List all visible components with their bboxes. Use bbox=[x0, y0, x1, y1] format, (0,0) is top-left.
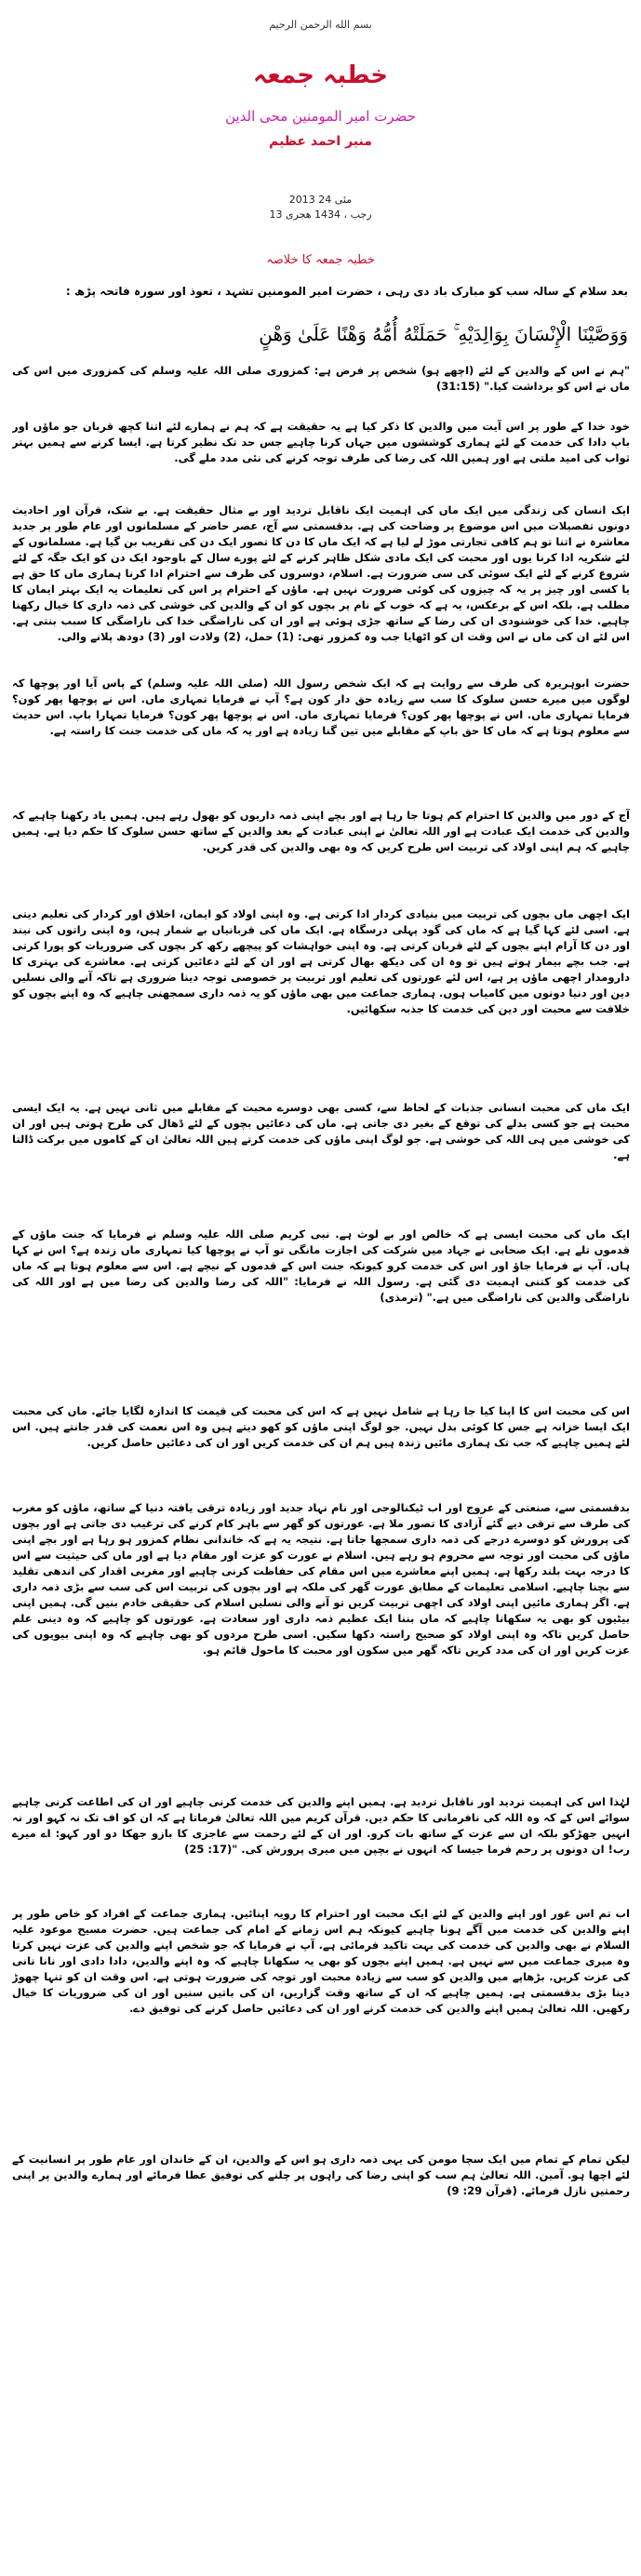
paragraph: لہٰذا اس کی اہمیت تردید اور ناقابل تردید ہے. ہمیں اپنے والدین کی خدمت کرنی چاہیے اور ان کی اطاعت کرنی چاہیے سوائے اس کے کہ وہ اللہ کی نافرمانی کا حکم دیں. قرآن کریم میں اللہ تعالیٰ فرماتا ہے کہ ان کو اف تک نہ کہو اور نہ انہیں جھڑکو بلکہ ان سے عزت کے ساتھ بات کرو. اور ان کے لئے رحمت سے عاجزی کا بازو جھکا دو اور کہو: اے میرے رب! ان دونوں پر رحم فرما جیسا کہ انہوں نے بچپن میں میری پرورش کی. "(17: 25) bbox=[12, 1795, 630, 1856]
summary-heading: خطبہ جمعہ کا خلاصہ bbox=[266, 253, 375, 267]
quran-verse: وَوَصَّيْنَا الْإِنْسَانَ بِوَالِدَيْهِ ۚ حَمَلَتْهُ أُمُّهُ وَهْنًا عَلَىٰ وَهْنٍ bbox=[259, 323, 628, 345]
date-hijri: 13 رجب ، 1434 ھجری bbox=[269, 208, 372, 221]
page-title: خطبہ جمعہ bbox=[252, 61, 389, 89]
paragraph: "ہم نے اس کے والدین کے لئے (اچھے ہو) شخص پر فرض ہے: کمزوری صلی اللہ علیہ وسلم کی کمزوری میں اس کی ماں نے اس کو برداشت کیا." (31:15) bbox=[12, 364, 630, 393]
date-gregorian: 2013 مئی 24 bbox=[288, 194, 353, 206]
paragraph: ایک انسان کی زندگی میں ایک ماں کی اہمیت ایک ناقابل تردید اور بے مثال حقیقت ہے. بے شک، قرآن اور احادیث دونوں تفصیلات میں اس موضوع پر وضاحت کی ہے. بدقسمتی سے آج، عصر حاضر کے مسلمانوں اور عام طور پر جدید معاشرہ نے اتنا تو ہم کافی تجارتی موڑ لے لیا ہے کہ ایک ماں کا دن کا تصور ایک دن کی تقریب بن گیا ہے. مسلمانوں کے لئے شکریہ ادا کرنا یوں اور محبت کی ایک مادی شکل ظاہر کرنے کے لئے پورے سال کے باوجود ایک دن کو ایک جگہ کے لئے شروع کرنے کے لئے ایک سوئی کی سی ضرورت ہے. اسلام، دوسروں کی طرف سے احترام ادا کرنا ہماری ماں کا حق ہے یا کسی اور چیز پر یہ کہ چیزوں کی کوئی ضرورت نہیں ہے. ماؤں کے احترام پر اس کی تعلیمات یہ ایک بہتر ایمان کا مطلب ہے. بلکہ اس کے برعکس، یہ ہے کہ خوب کے نام پر بچوں کو ان کے والدین کی خوشی کی ذمہ داری کا خیال رکھنا چاہیے. خدا کی خوشنودی ان کی رضا کے ساتھ جڑی ہوئی ہے اور ان کی ناراضگی خدا کی ناراضگی کا سبب بنتی ہے. اس لئے ان کی ماں نے اس وقت ان کو اٹھایا جب وہ کمزور تھی: (1) حمل، (2) ولادت اور (3) دودھ پلانے والی. bbox=[12, 503, 630, 643]
paragraph: خود خدا کے طور پر اس آیت میں والدین کا ذکر کیا ہے یہ حقیقت ہے کہ ہم نے ہمارے لئے اتنا کچھ قربان جو ماؤں اور باپ دادا کی خدمت کے لئے ہماری کوششوں میں جہاں کرنا چاہیے جس حد تک نظیر کرتا ہے. ایسا کرنے سے ہمیں بہتر ثواب کی امید ملتی ہے اور ہمیں اللہ کی رضا کی طرف توجہ کرنے کی نئی مدد ملے گی. bbox=[12, 420, 630, 464]
paragraph: اس کی محبت اس کا اپنا کیا جا رہا ہے شامل نہیں ہے کہ اس کی محبت کی قیمت کا اندازہ لگایا جائے. ماں کی محبت ایک ایسا خزانہ ہے جس کا کوئی بدل نہیں. جو لوگ اپنی ماؤں کو کھو دیتے ہیں وہ اس نعمت کی قدر جانتے ہیں. اس لئے ہمیں چاہیے کہ جب تک ہماری مائیں زندہ ہیں ہم ان کی خدمت کریں اور ان کی دعائیں حاصل کریں. bbox=[12, 1404, 630, 1449]
translator-name: منیر احمد عظیم bbox=[269, 134, 372, 149]
paragraph: اب تم اس غور اور اپنے والدین کے لئے ایک محبت اور احترام کا رویہ اپنائیں. ہماری جماعت کے افراد کو خاص طور پر اپنے والدین کی خدمت میں آگے ہونا چاہیے کیونکہ ہم اس زمانے کے امام کی جماعت ہیں. حضرت مسیح موعود علیہ السلام نے بھی والدین کی خدمت کی بہت تاکید فرمائی ہے. آپ نے فرمایا کہ جو شخص اپنے والدین کی عزت نہیں کرتا وہ میری جماعت میں سے نہیں ہے. ہمیں اپنے بچوں کو بھی یہ سکھانا چاہیے کہ وہ اپنے والدین، دادا دادی اور نانا نانی کی عزت کریں. بڑھاپے میں والدین کو سب سے زیادہ محبت اور توجہ کی ضرورت ہوتی ہے. اس وقت ان کو تنہا چھوڑ دینا بڑی بدقسمتی ہے. ہمیں چاہیے کہ ان کے ساتھ وقت گزاریں، ان کی باتیں سنیں اور ان کی ضروریات کا خیال رکھیں. اللہ تعالیٰ ہمیں اپنے والدین کی خدمت کرنے اور ان کی دعائیں حاصل کرنے کی توفیق دے. bbox=[12, 1907, 630, 2015]
intro-line: بعد سلام کے سالہ سب کو مبارک باد دی رہی ، حضرت امیر المومنین تشہد ، تعوذ اور سورہ فاتحہ پڑھ : bbox=[65, 285, 628, 298]
paragraph: ایک اچھی ماں بچوں کی تربیت میں بنیادی کردار ادا کرتی ہے. وہ اپنی اولاد کو ایمان، اخلاق اور کردار کی تعلیم دیتی ہے. اسی لئے کہا گیا ہے کہ ماں کی گود پہلی درسگاہ ہے. ایک ماں کی قربانیاں بے شمار ہیں، وہ اپنی راتوں کی نیند اور دن کا آرام اپنے بچوں کے لئے قربان کرتی ہے. وہ اپنی خواہشات کو پیچھے رکھ کر بچوں کی ضروریات کو پورا کرتی ہے. جب بچے بیمار ہوتے ہیں تو وہ ان کی دیکھ بھال کرتی ہے اور ان کے لئے دعائیں کرتی ہے. معاشرے کی بہتری کا دارومدار اچھی ماؤں پر ہے، اس لئے عورتوں کی تعلیم اور تربیت پر خصوصی توجہ دینا ضروری ہے تاکہ آنے والی نسلیں دین اور دنیا دونوں میں کامیاب ہوں. ہماری جماعت میں بھی ماؤں کو یہ ذمہ داری سمجھنی چاہیے کہ وہ اپنے بچوں کو خلافت سے محبت اور دین کی خدمت کا جذبہ سکھائیں. bbox=[12, 907, 630, 1015]
bismillah: بسم الله الرحمن الرحيم bbox=[269, 19, 372, 31]
speaker-name: حضرت امیر المومنین محی الدین bbox=[225, 108, 416, 125]
paragraph: آج کے دور میں والدین کا احترام کم ہوتا جا رہا ہے اور بچے اپنی ذمہ داریوں کو بھول رہے ہیں. ہمیں یاد رکھنا چاہیے کہ والدین کی خدمت ایک عبادت ہے اور اللہ تعالیٰ نے اپنی عبادت کے بعد والدین کے ساتھ حسن سلوک کا حکم دیا ہے. ہمیں چاہیے کہ ہم اپنی اولاد کی تربیت اس طرح کریں کہ وہ بھی والدین کی قدر کریں. bbox=[12, 809, 630, 853]
paragraph: حضرت ابوہریرہ کی طرف سے روایت ہے کہ ایک شخص رسول اللہ (صلی اللہ علیہ وسلم) کے پاس آیا اور پوچھا کہ لوگوں میں میرے حسن سلوک کا سب سے زیادہ حق دار کون ہے؟ آپ نے فرمایا تمہاری ماں. اس نے پوچھا پھر کون؟ فرمایا تمہاری ماں. اس نے پوچھا پھر کون؟ فرمایا تمہاری ماں. اس نے پوچھا پھر کون؟ فرمایا تمہارا باپ. اس حدیث سے معلوم ہوتا ہے کہ ماں کا حق باپ کے مقابلے میں تین گنا زیادہ ہے اور یہ کہ ماں کی خدمت جنت کا راستہ ہے. bbox=[12, 677, 630, 737]
paragraph: لیکن تمام کے تمام میں ایک سچا مومن کی یہی ذمہ داری ہو اس کے والدین، ان کے خاندان اور عام طور پر انسانیت کے لئے اچھا ہو. آمین. اللہ تعالیٰ ہم سب کو اپنی رضا کی راہوں پر چلنے کی توفیق عطا فرمائے اور ہمارے والدین پر اپنی رحمتیں نازل فرمائے. (قرآن 29: 9) bbox=[12, 2153, 630, 2197]
paragraph: ایک ماں کی محبت ایسی ہے کہ خالص اور بے لوث ہے. نبی کریم صلی اللہ علیہ وسلم نے فرمایا کہ جنت ماؤں کے قدموں تلے ہے. ایک صحابی نے جہاد میں شرکت کی اجازت مانگی تو آپ نے پوچھا کیا تمہاری ماں زندہ ہے؟ اس نے کہا ہاں. آپ نے فرمایا جاؤ اور اس کی خدمت کرو کیونکہ جنت اس کے قدموں کے نیچے ہے. اس سے معلوم ہوتا ہے کہ ماں کی خدمت کو کتنی اہمیت دی گئی ہے. رسول اللہ نے فرمایا: "اللہ کی رضا والدین کی رضا میں ہے اور اللہ کی ناراضگی والدین کی ناراضگی میں ہے." (ترمذی) bbox=[12, 1228, 630, 1304]
paragraph: بدقسمتی سے، صنعتی کے عروج اور اب ٹیکنالوجی اور نام نہاد جدید اور زیادہ ترقی یافتہ دنیا کے ساتھ، ماؤں کو مغرب کی طرف سے ترقی دیے گئے آزادی کا تصور ملا ہے. عورتوں کو گھر سے باہر کام کرنے کی ترغیب دی جاتی ہے اور بچوں کی پرورش کو دوسرے درجے کی ذمہ داری سمجھا جاتا ہے. نتیجہ یہ ہے کہ خاندانی نظام کمزور ہو رہا ہے اور بچے اپنی ماؤں کی محبت اور توجہ سے محروم ہو رہے ہیں. اسلام نے عورت کو عزت اور مقام دیا ہے اور ماں کی حیثیت سے اس کا درجہ بہت بلند رکھا ہے. ہمیں اپنے معاشرے میں اس مقام کی حفاظت کرنی چاہیے اور مغربی اقدار کی اندھی تقلید سے بچنا چاہیے. اسلامی تعلیمات کے مطابق عورت گھر کی ملکہ ہے اور بچوں کی تربیت اس کی سب سے بڑی ذمہ داری ہے. اگر ہماری مائیں اپنی اولاد کی اچھی تربیت کریں تو آنے والی نسلیں اسلام کی حقیقی خادم بنیں گی. ہمیں اپنی بیٹیوں کو بھی یہ سکھانا چاہیے کہ ماں بننا ایک عظیم ذمہ داری اور سعادت ہے. عورتوں کو چاہیے کہ وہ دینی علم حاصل کریں تاکہ وہ اپنی اولاد کو صحیح راستہ دکھا سکیں. اسی طرح مردوں کو بھی چاہیے کہ وہ اپنی بیویوں کی عزت کریں اور ان کی مدد کریں تاکہ گھر میں سکون اور محبت کا ماحول قائم ہو. bbox=[12, 1501, 630, 1657]
paragraph: ایک ماں کی محبت انسانی جذبات کے لحاظ سے، کسی بھی دوسرے محبت کے مقابلے میں ثانی نہیں ہے. یہ ایک ایسی محبت ہے جو کسی بدلے کی توقع کے بغیر دی جاتی ہے. ماں کی دعائیں بچوں کے لئے ڈھال کی طرح ہوتی ہیں اور ان کی خوشی میں ہی اللہ کی خوشی ہے. جو لوگ اپنی ماؤں کی خدمت کرتے ہیں اللہ تعالیٰ ان کے کاموں میں برکت ڈالتا ہے. bbox=[12, 1101, 630, 1161]
